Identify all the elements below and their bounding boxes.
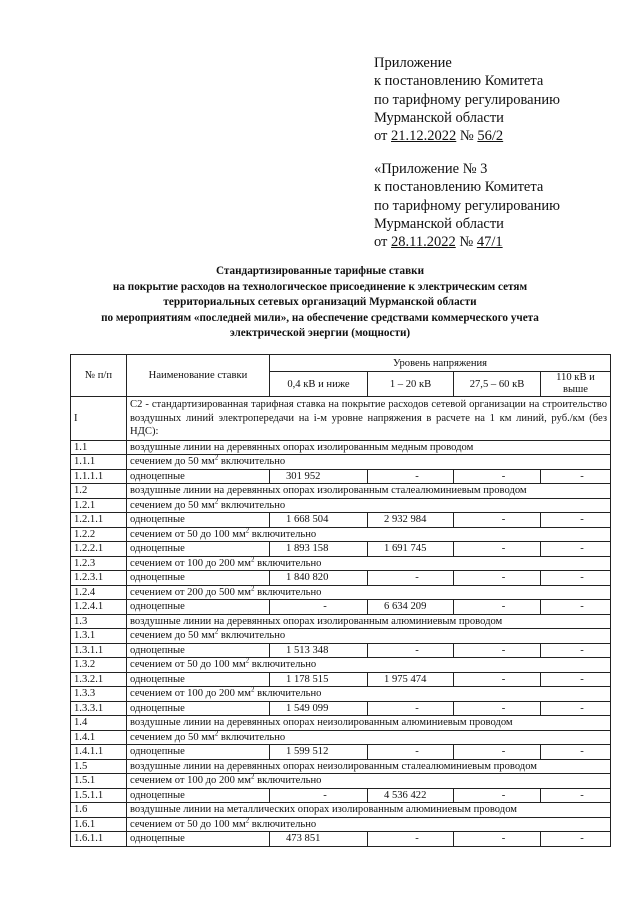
row-number: 1.3.2 [71, 658, 127, 673]
row-name-text: воздушные линии на деревянных опорах неизолированным алюминиевым проводом [130, 717, 513, 729]
rate-value: 2 932 984 [368, 513, 454, 528]
row-name-tail: включительно [249, 659, 317, 671]
table-row [71, 788, 611, 803]
title-line: электрической энергии (мощности) [229, 327, 411, 340]
row-name [127, 542, 270, 557]
row-name [127, 556, 611, 571]
title-line: на покрытие расходов на технологическое присоединение к электрическим сетям [112, 280, 528, 293]
appendix-line: к постановлению Комитета [374, 179, 544, 196]
row-name-tail: включительно [249, 818, 317, 830]
row-number: 1.4 [71, 716, 127, 731]
header-name: Наименование ставки [127, 355, 270, 397]
resolution-number: 47/1 [476, 234, 503, 251]
row-name-text: сечением от 100 до 200 мм [130, 557, 251, 569]
row-name [127, 716, 611, 731]
appendix-block-original [374, 160, 560, 251]
table-row [71, 498, 611, 513]
rates-table-body [71, 355, 611, 847]
row-number: 1.3.3 [71, 687, 127, 702]
row-name-tail: включительно [254, 586, 322, 598]
rate-value: - [270, 788, 368, 803]
rate-value: - [454, 469, 541, 484]
table-row [71, 774, 611, 789]
row-name-tail: включительно [254, 557, 322, 569]
rate-value: - [454, 745, 541, 760]
row-name [127, 629, 611, 644]
rate-value: 301 952 [270, 469, 368, 484]
title-line: Стандартизированные тарифные ставки [215, 265, 425, 277]
row-number: 1.3.2.1 [71, 672, 127, 687]
row-name-text: одноцепные [130, 543, 185, 555]
row-name [127, 484, 611, 499]
table-row [71, 600, 611, 615]
row-name [127, 730, 611, 745]
row-name [127, 817, 611, 832]
row-name [127, 759, 611, 774]
superscript: 2 [214, 628, 219, 636]
row-name-text: воздушные линии на металлических опорах изолированным алюминиевым проводом [130, 804, 517, 816]
appendix-line: к постановлению Комитета [374, 73, 544, 90]
table-row [71, 469, 611, 484]
superscript: 2 [214, 454, 219, 462]
row-name [127, 672, 270, 687]
rate-value: - [454, 832, 541, 847]
row-number: 1.1 [71, 440, 127, 455]
resolution-number: 56/2 [477, 128, 504, 145]
rate-value: - [541, 571, 611, 586]
rate-value: 1 691 745 [368, 542, 454, 557]
rate-value: - [541, 788, 611, 803]
row-name [127, 498, 611, 513]
row-name [127, 774, 611, 789]
superscript: 2 [250, 585, 255, 593]
row-name-text: сечением от 200 до 500 мм [130, 586, 251, 598]
row-name-text: одноцепные [130, 601, 185, 613]
row-name [127, 455, 611, 470]
table-row [71, 687, 611, 702]
row-name [127, 803, 611, 818]
header-voltage-27-60: 27,5 – 60 кВ [454, 372, 541, 397]
row-number: 1.2.2.1 [71, 542, 127, 557]
table-row [71, 629, 611, 644]
appendix-line: «Приложение № 3 [374, 161, 488, 177]
table-row [71, 672, 611, 687]
rate-value: - [541, 672, 611, 687]
table-row [71, 527, 611, 542]
rate-value: - [454, 513, 541, 528]
row-number: 1.1.1 [71, 455, 127, 470]
row-name-tail: включительно [218, 499, 286, 511]
table-row [71, 484, 611, 499]
row-number: 1.4.1 [71, 730, 127, 745]
row-number: 1.2.1 [71, 498, 127, 513]
row-name-tail: включительно [254, 775, 322, 787]
rate-value: 1 178 515 [270, 672, 368, 687]
rate-value: 4 536 422 [368, 788, 454, 803]
date-prefix: от [374, 234, 392, 251]
row-number: 1.6.1 [71, 817, 127, 832]
rate-value: - [541, 745, 611, 760]
date-prefix: от [374, 128, 392, 145]
table-row [71, 455, 611, 470]
row-name-tail: включительно [254, 688, 322, 700]
superscript: 2 [245, 657, 250, 665]
appendix-line: Мурманской области [374, 215, 504, 232]
rate-value: - [368, 643, 454, 658]
rate-value: - [454, 701, 541, 716]
rate-value: - [270, 600, 368, 615]
row-number: 1.2.3 [71, 556, 127, 571]
rate-value: - [541, 542, 611, 557]
row-name [127, 745, 270, 760]
row-number: 1.2.3.1 [71, 571, 127, 586]
appendix-line: Приложение [374, 55, 452, 71]
rate-value: - [541, 469, 611, 484]
header-num: № п/п [71, 355, 127, 397]
row-name-text: сечением от 100 до 200 мм [130, 775, 251, 787]
rate-value: - [454, 672, 541, 687]
rate-value: - [368, 832, 454, 847]
rate-value: 1 840 820 [270, 571, 368, 586]
row-name-text: одноцепные [130, 514, 185, 526]
section-num: I [71, 397, 127, 441]
row-name-tail: включительно [249, 528, 317, 540]
row-number: 1.3 [71, 614, 127, 629]
rates-table [70, 354, 611, 847]
row-name-text: воздушные линии на деревянных опорах изолированным сталеалюминиевым проводом [130, 485, 527, 497]
row-name [127, 687, 611, 702]
title-line: по мероприятиям «последней мили», на обеспечение средствами коммерческого учета [101, 311, 539, 324]
superscript: 2 [245, 527, 250, 535]
row-number: 1.2.4 [71, 585, 127, 600]
row-number: 1.5.1.1 [71, 788, 127, 803]
row-name [127, 832, 270, 847]
row-name-text: одноцепные [130, 644, 185, 656]
section-description: С2 - стандартизированная тарифная ставка на покрытие расходов сетевой организации на строительство воздушных линий электропередачи на i-м уровне напряжения в расчете на 1 км линий, руб./км (без НДС): [127, 397, 611, 441]
appendix-line: по тарифному регулированию [374, 91, 560, 108]
row-name-text: одноцепные [130, 746, 185, 758]
rate-value: 1 893 158 [270, 542, 368, 557]
appendix-date-line [374, 233, 560, 251]
resolution-date: 21.12.2022 [391, 128, 457, 145]
table-row [71, 817, 611, 832]
superscript: 2 [250, 686, 255, 694]
row-number: 1.2.1.1 [71, 513, 127, 528]
row-name [127, 513, 270, 528]
number-sign: № [456, 128, 478, 145]
header-voltage-110: 110 кВ и выше [541, 372, 611, 397]
rate-value: - [368, 571, 454, 586]
row-number: 1.6 [71, 803, 127, 818]
row-name-text: сечением до 50 мм [130, 456, 215, 468]
row-name-text: воздушные линии на деревянных опорах неизолированным сталеалюминиевым проводом [130, 760, 538, 772]
rate-value: - [454, 600, 541, 615]
table-row [71, 440, 611, 455]
row-number: 1.5.1 [71, 774, 127, 789]
document-title [60, 264, 580, 342]
row-name-text: сечением до 50 мм [130, 499, 215, 511]
row-name-text: одноцепные [130, 833, 185, 845]
row-name-text: сечением от 100 до 200 мм [130, 688, 251, 700]
rate-value: 1 549 099 [270, 701, 368, 716]
rate-value: - [541, 643, 611, 658]
row-name-text: сечением от 50 до 100 мм [130, 528, 246, 540]
row-name [127, 571, 270, 586]
superscript: 2 [245, 817, 250, 825]
appendix-line: по тарифному регулированию [374, 197, 560, 214]
row-name [127, 614, 611, 629]
rate-value: 1 513 348 [270, 643, 368, 658]
rate-value: - [368, 469, 454, 484]
row-name-text: одноцепные [130, 572, 185, 584]
row-name-text: воздушные линии на деревянных опорах изолированным медным проводом [130, 441, 474, 453]
table-row [71, 571, 611, 586]
table-row [71, 716, 611, 731]
table-row [71, 513, 611, 528]
superscript: 2 [214, 498, 219, 506]
rate-value: - [368, 701, 454, 716]
title-line: территориальных сетевых организаций Мурманской области [163, 296, 477, 309]
table-header-row [71, 355, 611, 372]
rate-value: - [541, 600, 611, 615]
rate-value: - [368, 745, 454, 760]
table-row [71, 658, 611, 673]
rate-value: - [454, 788, 541, 803]
row-name [127, 701, 270, 716]
rate-value: 1 668 504 [270, 513, 368, 528]
row-number: 1.6.1.1 [71, 832, 127, 847]
row-name-text: одноцепные [130, 470, 185, 482]
row-name-tail: включительно [218, 630, 286, 642]
rate-value: - [541, 701, 611, 716]
rate-value: - [541, 832, 611, 847]
table-row [71, 803, 611, 818]
resolution-date: 28.11.2022 [391, 234, 456, 251]
section-row [71, 397, 611, 441]
rate-value: - [454, 542, 541, 557]
table-row [71, 585, 611, 600]
appendix-block-current [374, 54, 560, 145]
row-name-text: одноцепные [130, 673, 185, 685]
number-sign: № [455, 234, 477, 251]
row-name [127, 643, 270, 658]
row-name-text: сечением от 50 до 100 мм [130, 818, 246, 830]
row-name-text: одноцепные [130, 789, 185, 801]
row-name [127, 585, 611, 600]
superscript: 2 [214, 730, 219, 738]
table-row [71, 832, 611, 847]
table-row [71, 643, 611, 658]
row-number: 1.2 [71, 484, 127, 499]
rate-value: 6 634 209 [368, 600, 454, 615]
row-number: 1.4.1.1 [71, 745, 127, 760]
row-number: 1.2.4.1 [71, 600, 127, 615]
row-name-tail: включительно [218, 731, 286, 743]
table-row [71, 614, 611, 629]
row-number: 1.5 [71, 759, 127, 774]
table-row [71, 745, 611, 760]
row-name [127, 788, 270, 803]
table-row [71, 701, 611, 716]
appendix-date-line [374, 127, 560, 145]
row-number: 1.3.1 [71, 629, 127, 644]
table-row [71, 542, 611, 557]
rate-value: - [454, 643, 541, 658]
row-name [127, 440, 611, 455]
table-row [71, 759, 611, 774]
row-name-text: сечением от 50 до 100 мм [130, 659, 246, 671]
superscript: 2 [250, 556, 255, 564]
row-name-text: воздушные линии на деревянных опорах изолированным алюминиевым проводом [130, 615, 503, 627]
rate-value: 1 975 474 [368, 672, 454, 687]
row-name [127, 658, 611, 673]
row-number: 1.3.1.1 [71, 643, 127, 658]
row-name-text: сечением до 50 мм [130, 630, 215, 642]
table-row [71, 556, 611, 571]
superscript: 2 [250, 773, 255, 781]
row-name [127, 527, 611, 542]
row-name-text: одноцепные [130, 702, 185, 714]
row-number: 1.3.3.1 [71, 701, 127, 716]
rate-value: 473 851 [270, 832, 368, 847]
header-voltage-1-20: 1 – 20 кВ [368, 372, 454, 397]
rate-value: - [454, 571, 541, 586]
table-row [71, 730, 611, 745]
row-name-text: сечением до 50 мм [130, 731, 215, 743]
appendix-line: Мурманской области [374, 109, 504, 126]
header-voltage-level: Уровень напряжения [270, 355, 611, 372]
row-number: 1.1.1.1 [71, 469, 127, 484]
header-voltage-04: 0,4 кВ и ниже [270, 372, 368, 397]
row-name [127, 600, 270, 615]
row-name-tail: включительно [218, 456, 286, 468]
row-number: 1.2.2 [71, 527, 127, 542]
rate-value: - [541, 513, 611, 528]
row-name [127, 469, 270, 484]
rate-value: 1 599 512 [270, 745, 368, 760]
